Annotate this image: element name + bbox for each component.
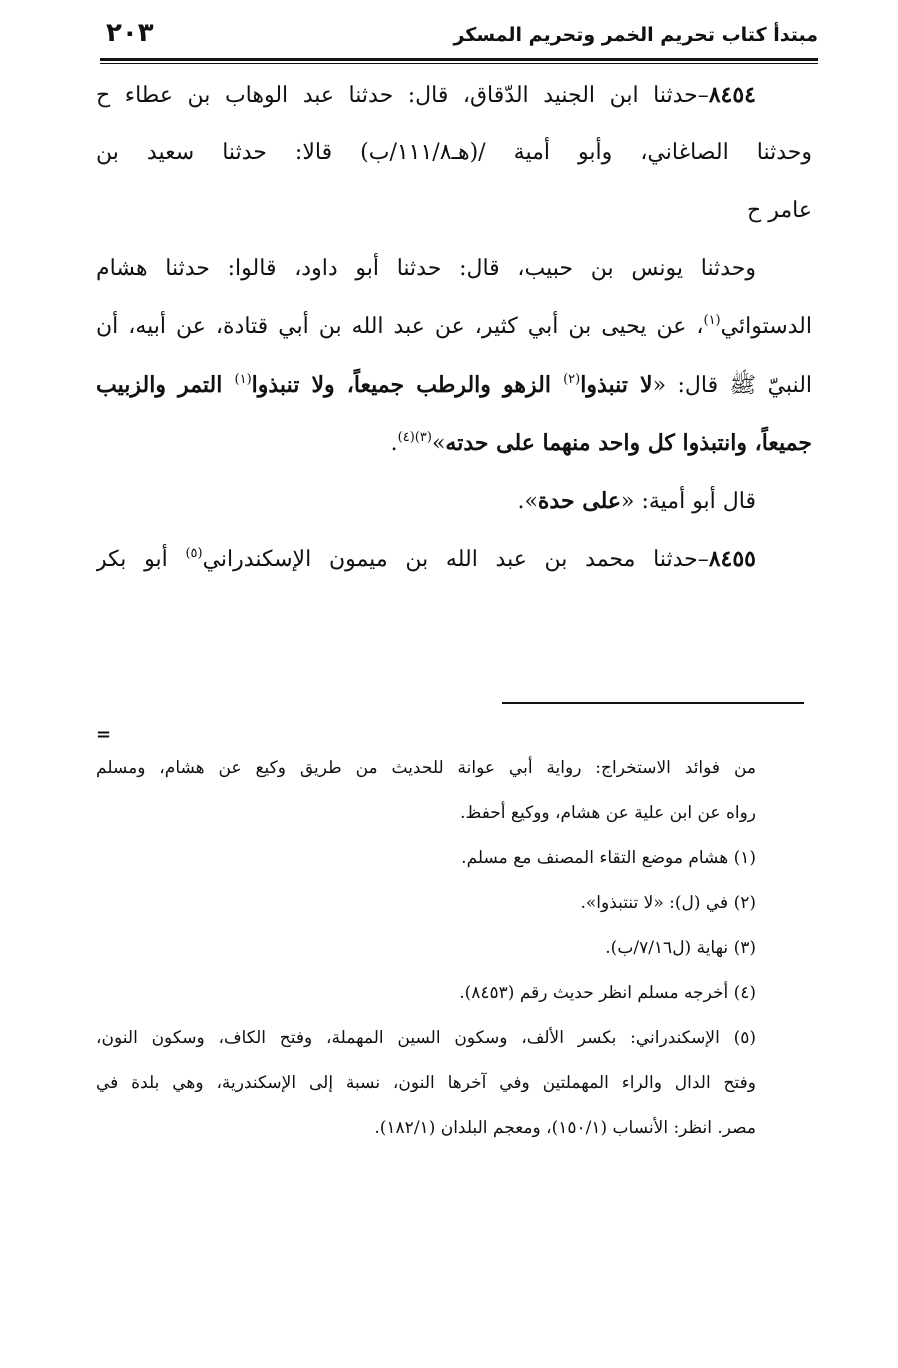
footnote-line: رواه عن ابن علية عن هشام، ووكيع أحفظ. <box>460 803 756 823</box>
text-span: أبو بكر <box>96 547 186 572</box>
page-number: ٢٠٣ <box>106 18 154 48</box>
footnote-2: (٢) في (ل): «لا تنتبذوا». <box>580 893 756 913</box>
text-span: ، عن يحيى بن أبي كثير، عن عبد الله بن أبي قتادة، عن أبيه، أن <box>96 314 704 339</box>
text-span: –حدثنا ابن الجنيد الدّقاق، قال: حدثنا عبد الوهاب بن عطاء ح <box>96 83 709 108</box>
continuation-mark: = <box>96 724 112 745</box>
footnote-ref: (٢) <box>563 372 581 387</box>
text-span: » <box>431 431 446 456</box>
header-rule <box>100 58 818 61</box>
footnote-4: (٤) أخرجه مسلم انظر حديث رقم (٨٤٥٣). <box>459 983 756 1003</box>
text-span: –حدثنا محمد بن عبد الله بن ميمون الإسكندراني <box>202 547 709 572</box>
footnote-3: (٣) نهاية (ل٧/١٦/ب). <box>605 938 756 958</box>
footnote-ref: (١) <box>234 372 252 387</box>
footnote-line: من فوائد الاستخراج: رواية أبي عوانة للحديث من طريق وكيع عن هشام، ومسلم <box>96 758 756 778</box>
text-line-6 <box>96 356 812 414</box>
running-title: مبتدأ كتاب تحريم الخمر وتحريم المسكر <box>453 24 818 46</box>
footnote-separator <box>502 702 804 704</box>
text-line-2: وحدثنا الصاغاني، وأبو أمية /(هـ١١١/٨/ب) قالا: حدثنا سعيد بن <box>96 140 812 165</box>
main-text <box>96 66 812 588</box>
text-line-8 <box>96 472 812 530</box>
footnote-ref: (٣)(٤) <box>397 430 432 445</box>
footnote-ref: (٥) <box>185 546 203 561</box>
page-header <box>100 18 818 58</box>
footnote-5: (٥) الإسكندراني: بكسر الألف، وسكون السين المهملة، وفتح الكاف، وسكون النون، <box>96 1028 756 1048</box>
text-line-5 <box>96 298 812 356</box>
hadith-8455-line-1 <box>96 530 812 588</box>
header-rule-thin <box>100 63 818 64</box>
hadith-matn: لا تنبذوا <box>580 372 653 398</box>
hadith-matn: على حدة <box>537 488 621 514</box>
hadith-matn: الزهو والرطب جميعاً، ولا تنبذوا <box>251 372 564 398</box>
footnote-5-cont: وفتح الدال والراء المهملتين وفي آخرها النون، نسبة إلى الإسكندرية، وهي بلدة في <box>96 1073 756 1093</box>
text-line-3: عامر ح <box>747 198 812 223</box>
footnote-ref: (١) <box>703 313 721 328</box>
hadith-number: ٨٤٥٥ <box>708 546 756 572</box>
footnote-5-cont: مصر. انظر: الأنساب (١٥٠/١)، ومعجم البلدان (١٨٢/١). <box>374 1118 756 1138</box>
hadith-matn: التمر والزبيب <box>96 372 235 398</box>
hadith-8454-line-1 <box>96 66 812 124</box>
text-span: . <box>390 431 398 456</box>
hadith-matn: جميعاً، وانتبذوا كل واحد منهما على حدته <box>445 430 812 456</box>
text-span: الدستوائي <box>720 314 812 339</box>
text-span: ». <box>517 489 538 514</box>
hadith-number: ٨٤٥٤ <box>708 82 756 108</box>
footnote-1: (١) هشام موضع التقاء المصنف مع مسلم. <box>461 848 756 868</box>
text-line-7 <box>96 414 812 472</box>
text-line-4: وحدثنا يونس بن حبيب، قال: حدثنا أبو داود، قالوا: حدثنا هشام <box>96 256 756 281</box>
text-span: النبيّ ﷺ قال: « <box>652 373 812 398</box>
footnotes <box>96 746 812 1151</box>
text-span: قال أبو أمية: « <box>621 489 756 514</box>
